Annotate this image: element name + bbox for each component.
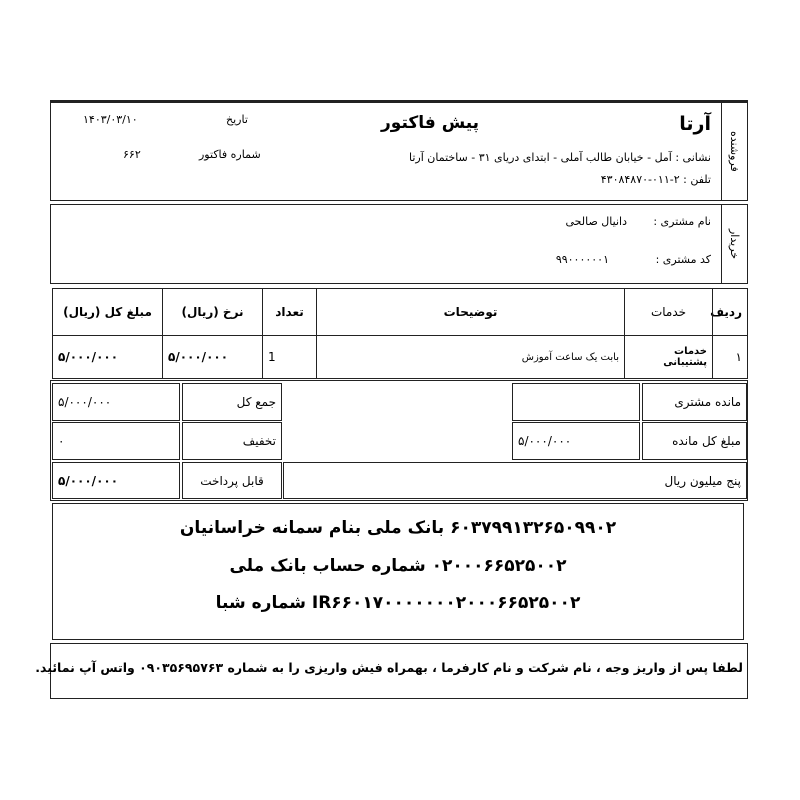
header-rate: نرخ (ریال) (162, 288, 263, 336)
customer-balance-label: مانده مشتری (642, 383, 747, 421)
bank-info-section (52, 503, 744, 640)
bank-account-line: ۰۲۰۰۰۶۶۵۲۵۰۰۲ شماره حساب بانک ملی (229, 556, 567, 576)
date-value: ۱۴۰۳/۰۳/۱۰ (83, 113, 138, 126)
seller-section (50, 100, 748, 201)
cell-quantity: 1 (262, 335, 317, 379)
cell-description: بابت یک ساعت آموزش (316, 335, 625, 379)
customer-code-value: ۹۹۰۰۰۰۰۰۱ (555, 253, 609, 266)
invoice-number-value: ۶۶۲ (123, 148, 141, 161)
amount-in-words: پنج میلیون ریال (283, 462, 747, 499)
date-label: تاریخ (226, 113, 248, 126)
total-balance-label: مبلغ کل مانده (642, 422, 747, 460)
cell-row-number: ۱ (712, 335, 748, 379)
buyer-section (50, 204, 748, 284)
header-row-number: ردیف (712, 288, 748, 336)
seller-address: نشانی : آمل - خیابان طالب آملی - ابتدای دریای ۳۱ - ساختمان آرتا (409, 151, 711, 164)
header-services: خدمات (624, 288, 713, 336)
customer-name-value: دانیال صالحی (565, 215, 627, 228)
cell-service: خدمات پشتیبانی (624, 335, 713, 379)
payment-note-section (35, 643, 748, 699)
cell-total-amount: ۵/۰۰۰/۰۰۰ (52, 335, 163, 379)
header-quantity: تعداد (262, 288, 317, 336)
payable-label: قابل پرداخت (182, 462, 282, 499)
seller-name: آرتا (679, 113, 711, 135)
buyer-section-label: خریدار (721, 205, 747, 283)
payable-value: ۵/۰۰۰/۰۰۰ (52, 462, 180, 499)
customer-name-label: نام مشتری : (653, 215, 711, 228)
document-title: پیش فاکتور (381, 113, 480, 133)
total-label: جمع کل (182, 383, 282, 421)
total-balance-value: ۵/۰۰۰/۰۰۰ (512, 422, 640, 460)
total-value: ۵/۰۰۰/۰۰۰ (52, 383, 180, 421)
cell-rate: ۵/۰۰۰/۰۰۰ (162, 335, 263, 379)
discount-value: ۰ (52, 422, 180, 460)
customer-balance-value (512, 383, 640, 421)
bank-card-line: ۶۰۳۷۹۹۱۳۲۶۵۰۹۹۰۲ بانک ملی بنام سمانه خراسانیان (179, 518, 617, 538)
seller-phone: تلفن : ۲-۰۱۱-۴۳۰۸۴۸۷۰ (600, 173, 711, 186)
bank-sheba-line: IR۶۶۰۱۷۰۰۰۰۰۰۰۲۰۰۰۶۶۵۲۵۰۰۲ شماره شبا (215, 593, 581, 613)
invoice-number-label: شماره فاکتور (199, 148, 261, 161)
header-description: توضیحات (316, 288, 625, 336)
seller-section-label: فروشنده (721, 103, 747, 200)
payment-note: لطفا پس از واریز وجه ، نام شرکت و نام کارفرما ، بهمراه فیش واریزی را به شماره ۰۹۰۳۵۶۹۵۷۶۳ واتس آپ نمائید. (35, 660, 743, 675)
header-total-amount: مبلغ کل (ریال) (52, 288, 163, 336)
discount-label: تخفیف (182, 422, 282, 460)
customer-code-label: کد مشتری : (655, 253, 711, 266)
